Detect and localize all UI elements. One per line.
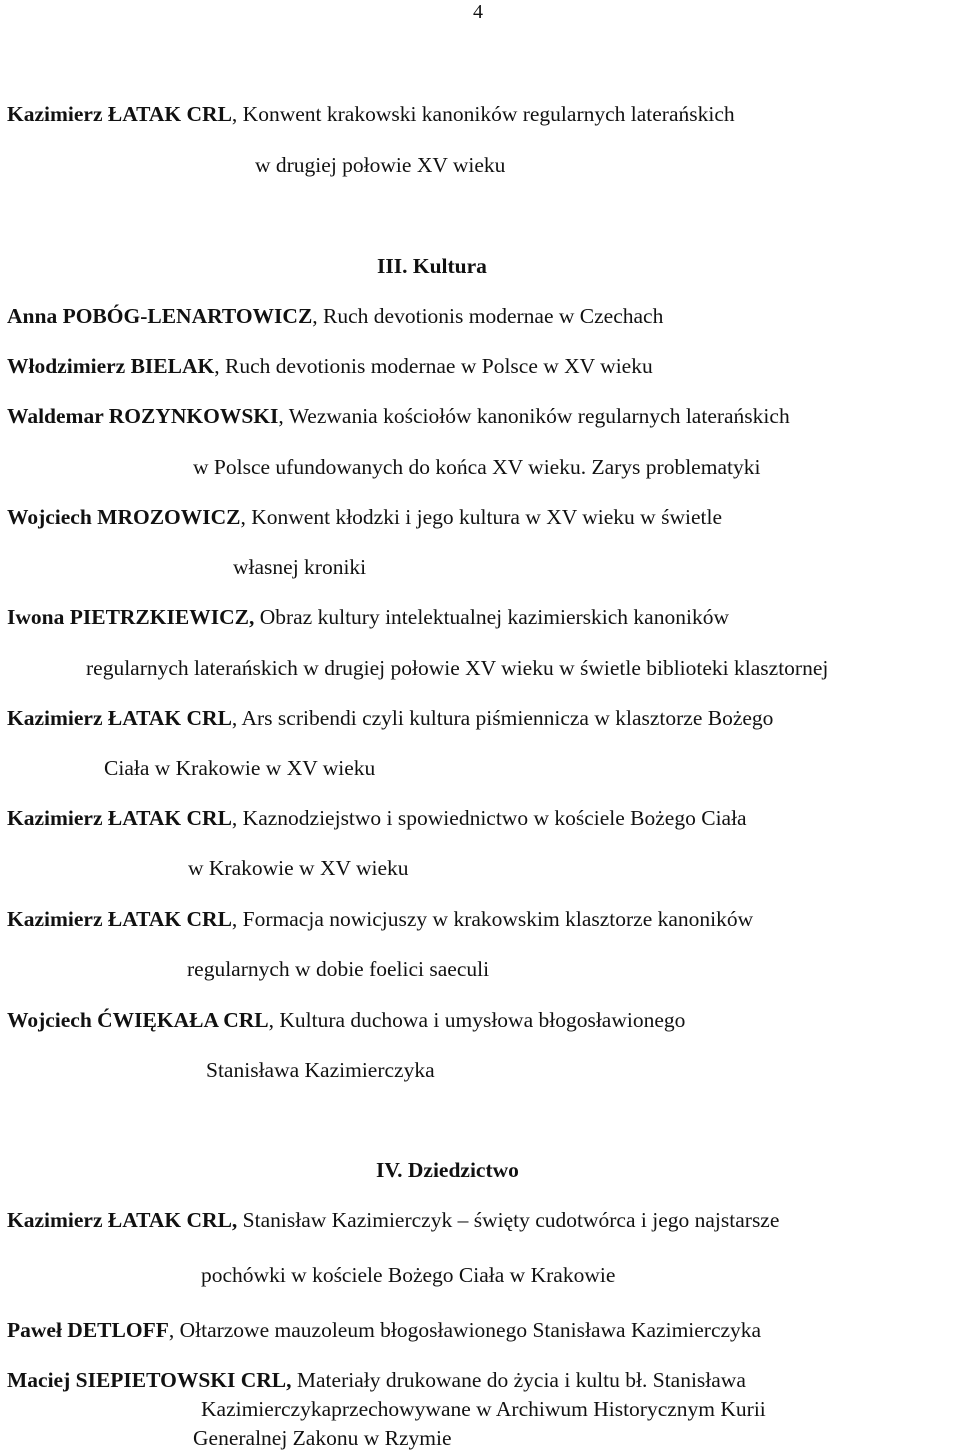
- bibliography-entry: [7, 906, 753, 932]
- entry-title: , Wezwania kościołów kanoników regularnych laterańskich: [278, 404, 790, 428]
- bibliography-entry: [7, 1367, 746, 1393]
- entry-title-continuation: własnej kroniki: [233, 555, 367, 579]
- entry-author: Wojciech MROZOWICZ: [7, 505, 241, 529]
- entry-title-continuation: w Krakowie w XV wieku: [188, 856, 409, 880]
- entry-author: Wojciech ĆWIĘKAŁA CRL: [7, 1008, 269, 1032]
- bibliography-entry: [7, 353, 653, 379]
- bibliography-entry: [7, 604, 729, 630]
- entry-title-continuation: w Polsce ufundowanych do końca XV wieku. Zarys problematyki: [193, 455, 761, 479]
- section-heading: III. Kultura: [377, 254, 487, 278]
- entry-title: , Konwent kłodzki i jego kultura w XV wieku w świetle: [240, 505, 722, 529]
- entry-author: Iwona PIETRZKIEWICZ,: [7, 605, 255, 629]
- entry-title: , Ołtarzowe mauzoleum błogosławionego Stanisława Kazimierczyka: [168, 1318, 762, 1342]
- entry-author: Anna POBÓG-LENARTOWICZ: [7, 304, 313, 328]
- entry-author: Kazimierz ŁATAK CRL,: [7, 1208, 238, 1232]
- entry-title-continuation: Stanisława Kazimierczyka: [206, 1058, 435, 1082]
- bibliography-entry: [7, 805, 747, 831]
- entry-title-continuation: regularnych w dobie foelici saeculi: [187, 957, 490, 981]
- entry-author: Włodzimierz BIELAK: [7, 354, 215, 378]
- entry-title: Stanisław Kazimierczyk – święty cudotwórca i jego najstarsze: [237, 1208, 780, 1232]
- entry-title-continuation: Ciała w Krakowie w XV wieku: [104, 756, 376, 780]
- entry-title: , Ars scribendi czyli kultura piśmiennicza w klasztorze Bożego: [231, 706, 774, 730]
- entry-title: , Kaznodziejstwo i spowiednictwo w kościele Bożego Ciała: [231, 806, 747, 830]
- entry-title: , Ruch devotionis modernae w Polsce w XV wieku: [214, 354, 653, 378]
- entry-title-continuation: pochówki w kościele Bożego Ciała w Krakowie: [201, 1263, 616, 1287]
- entry-author: Kazimierz ŁATAK CRL: [7, 102, 232, 126]
- entry-author: Kazimierz ŁATAK CRL: [7, 706, 232, 730]
- entry-title: , Konwent krakowski kanoników regularnych laterańskich: [231, 102, 735, 126]
- bibliography-entry: [7, 1317, 761, 1343]
- bibliography-entry: [7, 1207, 779, 1233]
- entry-title: , Kultura duchowa i umysłowa błogosławionego: [268, 1008, 686, 1032]
- entry-author: Maciej SIEPIETOWSKI CRL,: [7, 1368, 292, 1392]
- entry-title: , Formacja nowicjuszy w krakowskim klasztorze kanoników: [231, 907, 754, 931]
- entry-title-continuation: w drugiej połowie XV wieku: [255, 153, 506, 177]
- bibliography-entry: [7, 403, 790, 429]
- bibliography-entry: [7, 705, 773, 731]
- bibliography-entry: [7, 303, 663, 329]
- bibliography-entry: [7, 1007, 685, 1033]
- bibliography-entry: [7, 504, 722, 530]
- entry-title: Obraz kultury intelektualnej kazimierskich kanoników: [254, 605, 729, 629]
- entry-author: Kazimierz ŁATAK CRL: [7, 907, 232, 931]
- entry-author: Waldemar ROZYNKOWSKI: [7, 404, 279, 428]
- entry-title: , Ruch devotionis modernae w Czechach: [312, 304, 664, 328]
- entry-title: Materiały drukowane do życia i kultu bł. Stanisława: [291, 1368, 746, 1392]
- entry-title-continuation: regularnych laterańskich w drugiej połowie XV wieku w świetle biblioteki klasztornej: [86, 656, 829, 680]
- page-number: 4: [473, 1, 483, 23]
- entry-author: Kazimierz ŁATAK CRL: [7, 806, 232, 830]
- entry-title-continuation: Kazimierczykaprzechowywane w Archiwum Historycznym Kurii: [201, 1397, 766, 1421]
- bibliography-entry: [7, 101, 735, 127]
- entry-author: Paweł DETLOFF: [7, 1318, 169, 1342]
- entry-title-continuation: Generalnej Zakonu w Rzymie: [193, 1426, 452, 1450]
- section-heading: IV. Dziedzictwo: [376, 1158, 519, 1182]
